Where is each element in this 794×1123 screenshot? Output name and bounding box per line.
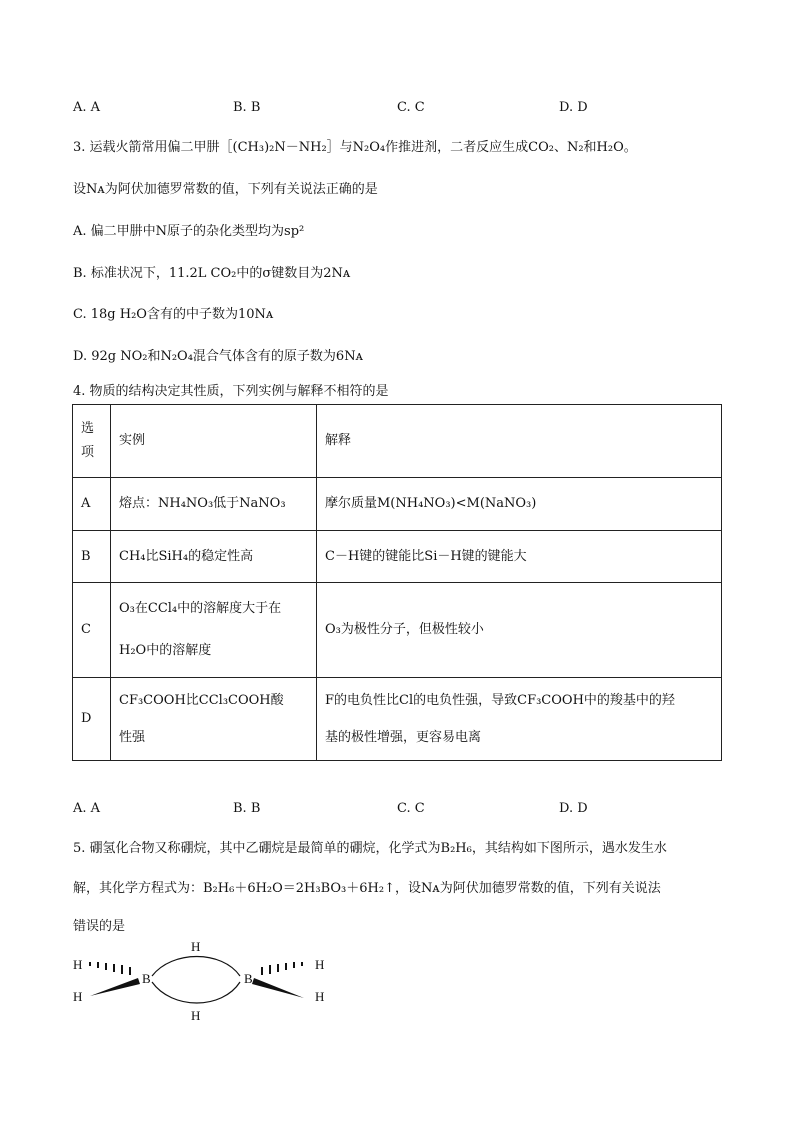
row-a-example: 熔点：NH₄NO₃低于NaNO₃ — [111, 478, 317, 531]
table-row — [73, 583, 722, 678]
row-a-option: A — [73, 478, 111, 531]
table-row — [73, 678, 722, 761]
q2-option-a: A. A — [73, 100, 101, 115]
header-option: 选项 — [73, 405, 111, 478]
row-d-explanation-line1: F的电负性比Cl的电负性强，导致CF₃COOH中的羧基中的羟 — [325, 693, 675, 708]
atom-h-bottom-right: H — [315, 989, 325, 1004]
q3-option-d: D. 92g NO₂和N₂O₄混合气体含有的原子数为6Nᴀ — [73, 349, 363, 364]
hashed-bond-right — [262, 962, 302, 975]
q4-option-a: A. A — [73, 801, 101, 816]
row-a-explanation: 摩尔质量M(NH₄NO₃)<M(NaNO₃) — [317, 478, 722, 531]
row-b-explanation: C－H键的键能比Si－H键的键能大 — [317, 531, 722, 583]
row-d-option: D — [73, 678, 111, 761]
hashed-bond-left — [90, 962, 130, 975]
table-row — [73, 478, 722, 531]
q4-option-d: D. D — [559, 801, 588, 816]
q5-stem-line1: 5. 硼氢化合物又称硼烷，其中乙硼烷是最简单的硼烷，化学式为B₂H₆，其结构如下图所示，遇水发生水 — [73, 841, 667, 856]
atom-h-top-right: H — [315, 957, 325, 972]
row-c-example-line1: O₃在CCl₄中的溶解度大于在 — [119, 601, 282, 616]
table-row — [73, 531, 722, 583]
q3-stem-line2: 设Nᴀ为阿伏加德罗常数的值，下列有关说法正确的是 — [73, 182, 378, 197]
row-d-explanation-line2: 基的极性增强，更容易电离 — [325, 730, 482, 745]
q4-option-b: B. B — [233, 801, 261, 816]
q5-stem-line2: 解，其化学方程式为：B₂H₆＋6H₂O＝2H₃BO₃＋6H₂↑，设Nᴀ为阿伏加德罗常数的值，下列有关说法 — [73, 881, 661, 896]
diborane-structure — [62, 930, 352, 1030]
q3-option-c: C. 18g H₂O含有的中子数为10Nᴀ — [73, 307, 274, 322]
row-d-example-line1: CF₃COOH比CCl₃COOH酸 — [119, 693, 284, 708]
q4-table — [72, 404, 722, 761]
row-d-explanation — [317, 678, 722, 761]
row-c-explanation: O₃为极性分子，但极性较小 — [317, 583, 722, 678]
q3-option-a: A. 偏二甲肼中N原子的杂化类型均为sp² — [73, 224, 305, 239]
row-d-example-line2: 性强 — [119, 730, 146, 745]
header-example: 实例 — [111, 405, 317, 478]
q4-options — [73, 801, 723, 817]
wedge-bond-right — [252, 978, 304, 998]
q3-option-b: B. 标准状况下，11.2L CO₂中的σ键数目为2Nᴀ — [73, 266, 351, 281]
row-c-example-line2: H₂O中的溶解度 — [119, 643, 212, 658]
row-b-example: CH₄比SiH₄的稳定性高 — [111, 531, 317, 583]
q4-stem: 4. 物质的结构决定其性质，下列实例与解释不相符的是 — [73, 384, 389, 399]
q2-option-c: C. C — [397, 100, 425, 115]
row-d-example — [111, 678, 317, 761]
wedge-bond-left — [90, 978, 140, 996]
atom-h-bridge-bottom: H — [191, 1008, 201, 1023]
atom-b-right: B — [244, 971, 253, 986]
q2-options — [73, 100, 723, 116]
row-c-example — [111, 583, 317, 678]
atom-h-bottom-left: H — [73, 989, 83, 1004]
row-b-option: B — [73, 531, 111, 583]
atom-h-bridge-top: H — [191, 939, 201, 954]
bridge-bond-top — [152, 957, 240, 977]
atom-h-top-left: H — [73, 957, 83, 972]
q5-stem-line3: 错误的是 — [73, 919, 126, 934]
bridge-bond-bottom — [152, 982, 240, 1003]
q2-option-d: D. D — [559, 100, 588, 115]
q4-option-c: C. C — [397, 801, 425, 816]
header-explanation: 解释 — [317, 405, 722, 478]
atom-b-left: B — [142, 971, 151, 986]
row-c-option: C — [73, 583, 111, 678]
q2-option-b: B. B — [233, 100, 261, 115]
q3-stem-line1: 3. 运载火箭常用偏二甲肼［(CH₃)₂N－NH₂］与N₂O₄作推进剂，二者反应生成CO₂、N₂和H₂O。 — [73, 140, 637, 155]
table-header-row — [73, 405, 722, 478]
